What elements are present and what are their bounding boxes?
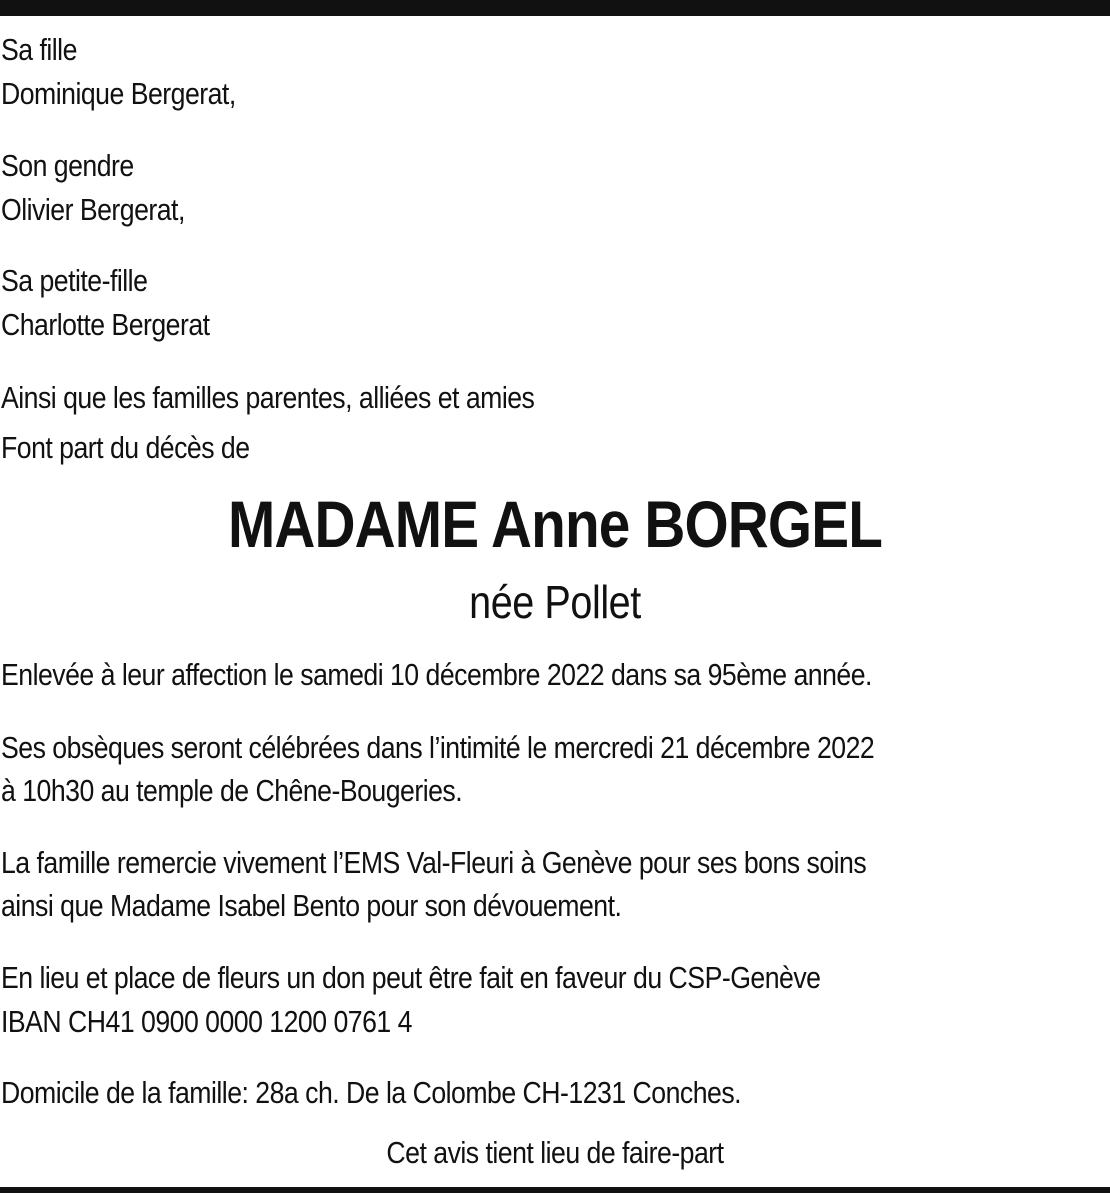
daughter-label: Sa fille (1, 32, 77, 67)
funeral-paragraph-line-1: Ses obsèques seront célébrées dans l’intimité le mercredi 21 décembre 2022 (1, 730, 875, 765)
iban-line: IBAN CH41 0900 0000 1200 0761 4 (1, 1004, 412, 1039)
death-paragraph: Enlevée à leur affection le samedi 10 décembre 2022 dans sa 95ème année. (1, 657, 872, 692)
footer-note: Cet avis tient lieu de faire-part (386, 1135, 724, 1170)
daughter-name: Dominique Bergerat, (1, 76, 236, 111)
donation-paragraph-line-1: En lieu et place de fleurs un don peut être fait en faveur du CSP-Genève (1, 960, 821, 995)
bottom-border-rule (0, 1187, 1110, 1193)
thanks-paragraph-line-2: ainsi que Madame Isabel Bento pour son dévouement. (1, 888, 622, 923)
son-in-law-label: Son gendre (1, 148, 134, 183)
granddaughter-name: Charlotte Bergerat (1, 307, 210, 342)
maiden-name: née Pollet (469, 576, 641, 628)
announce-line: Font part du décès de (1, 430, 250, 465)
relatives-line: Ainsi que les familles parentes, alliées et amies (1, 380, 535, 415)
funeral-paragraph-line-2: à 10h30 au temple de Chêne-Bougeries. (1, 773, 463, 808)
family-address: Domicile de la famille: 28a ch. De la Colombe CH-1231 Conches. (1, 1075, 742, 1110)
son-in-law-name: Olivier Bergerat, (1, 192, 185, 227)
granddaughter-label: Sa petite-fille (1, 263, 148, 298)
thanks-paragraph-line-1: La famille remercie vivement l’EMS Val-Fleuri à Genève pour ses bons soins (1, 845, 867, 880)
deceased-name: MADAME Anne BORGEL (227, 487, 883, 561)
